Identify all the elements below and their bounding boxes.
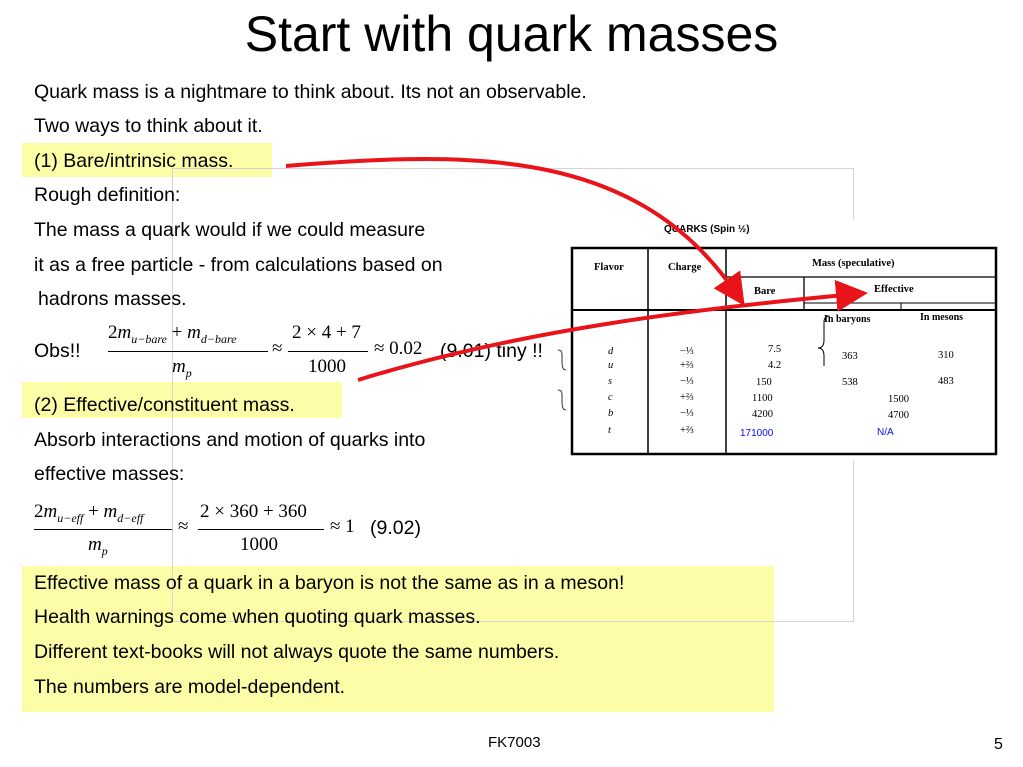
effective-c: 1500 — [888, 394, 909, 405]
eq1-result: ≈ 0.02 — [374, 338, 423, 359]
eq2-rhs-bar — [198, 529, 324, 530]
effective-b: 4700 — [888, 410, 909, 421]
header-mass: Mass (speculative) — [812, 258, 895, 269]
charge-d: −⅓ — [680, 346, 694, 357]
eq2-rhs-numerator: 2 × 360 + 360 — [200, 501, 307, 522]
meson-s: 483 — [938, 376, 954, 387]
quark-mass-table — [556, 220, 1006, 460]
eq2-tag: (9.02) — [370, 517, 421, 539]
text-line-10: Absorb interactions and motion of quarks into — [34, 429, 426, 451]
header-baryons: In baryons — [824, 314, 871, 325]
text-line-4: Rough definition: — [34, 184, 181, 206]
text-line-7: hadrons masses. — [38, 288, 187, 310]
header-flavor: Flavor — [594, 262, 624, 273]
bare-b: 4200 — [752, 409, 773, 420]
eq1-rhs-numerator: 2 × 4 + 7 — [292, 322, 361, 343]
flavor-t: t — [608, 425, 611, 436]
baryon-ud: 363 — [842, 351, 858, 362]
bare-t: 171000 — [740, 428, 774, 439]
text-line-15: The numbers are model-dependent. — [34, 676, 346, 698]
bare-u: 4.2 — [768, 360, 782, 371]
header-mesons: In mesons — [920, 312, 964, 323]
charge-u: +⅔ — [680, 360, 694, 371]
effective-t: N/A — [877, 427, 894, 438]
flavor-b: b — [608, 408, 614, 419]
eq1-denominator: $m_p$ — [172, 356, 192, 380]
bare-c: 1100 — [752, 393, 773, 404]
charge-c: +⅔ — [680, 392, 694, 403]
text-line-1: Quark mass is a nightmare to think about. Its not an observable. — [34, 81, 587, 103]
slide-title: Start with quark masses — [244, 6, 779, 62]
eq1-fraction-bar — [108, 351, 268, 352]
eq2-denominator: $m_p$ — [88, 534, 108, 558]
footer-course: FK7003 — [488, 734, 541, 751]
charge-b: −⅓ — [680, 408, 694, 419]
text-line-3: (1) Bare/intrinsic mass. — [34, 150, 234, 172]
text-line-9: (2) Effective/constituent mass. — [34, 394, 295, 416]
flavor-c: c — [608, 392, 613, 403]
eq2-fraction-bar — [34, 529, 172, 530]
eq2-approx: ≈ — [178, 516, 189, 537]
eq1-approx: ≈ — [272, 338, 283, 359]
text-line-13: Health warnings come when quoting quark masses. — [34, 606, 481, 628]
text-line-2: Two ways to think about it. — [34, 115, 263, 137]
text-line-6: it as a free particle - from calculations based on — [34, 254, 443, 276]
eq2-rhs-denominator: 1000 — [240, 534, 278, 555]
baryon-s: 538 — [842, 377, 858, 388]
eq1-numerator: $2m_{u-bare} + m_{d-bare}$ — [108, 322, 237, 346]
text-line-11: effective masses: — [34, 463, 185, 485]
charge-t: +⅔ — [680, 425, 694, 436]
eq1-tag: (9.01) tiny !! — [440, 340, 543, 362]
flavor-s: s — [608, 376, 613, 387]
flavor-d: d — [608, 346, 614, 357]
bare-s: 150 — [756, 377, 772, 388]
charge-s: −⅓ — [680, 376, 694, 387]
text-line-5: The mass a quark would if we could measure — [34, 219, 426, 241]
table-grid — [556, 220, 1006, 460]
eq2-result: ≈ 1 — [330, 516, 355, 537]
bare-d: 7.5 — [768, 344, 782, 355]
eq1-rhs-denominator: 1000 — [308, 356, 346, 377]
text-line-12: Effective mass of a quark in a baryon is not the same as in a meson! — [34, 572, 625, 594]
table-caption: QUARKS (Spin ½) — [664, 224, 750, 235]
header-charge: Charge — [668, 262, 702, 273]
flavor-u: u — [608, 360, 614, 371]
header-bare: Bare — [754, 286, 776, 297]
eq1-rhs-bar — [288, 351, 368, 352]
eq2-numerator: $2m_{u-eff} + m_{d-eff}$ — [34, 501, 144, 525]
obs-label: Obs!! — [34, 340, 81, 362]
text-line-14: Different text-books will not always quote the same numbers. — [34, 641, 560, 663]
page-number: 5 — [994, 736, 1003, 753]
meson-ud: 310 — [938, 350, 954, 361]
header-effective: Effective — [874, 284, 914, 295]
